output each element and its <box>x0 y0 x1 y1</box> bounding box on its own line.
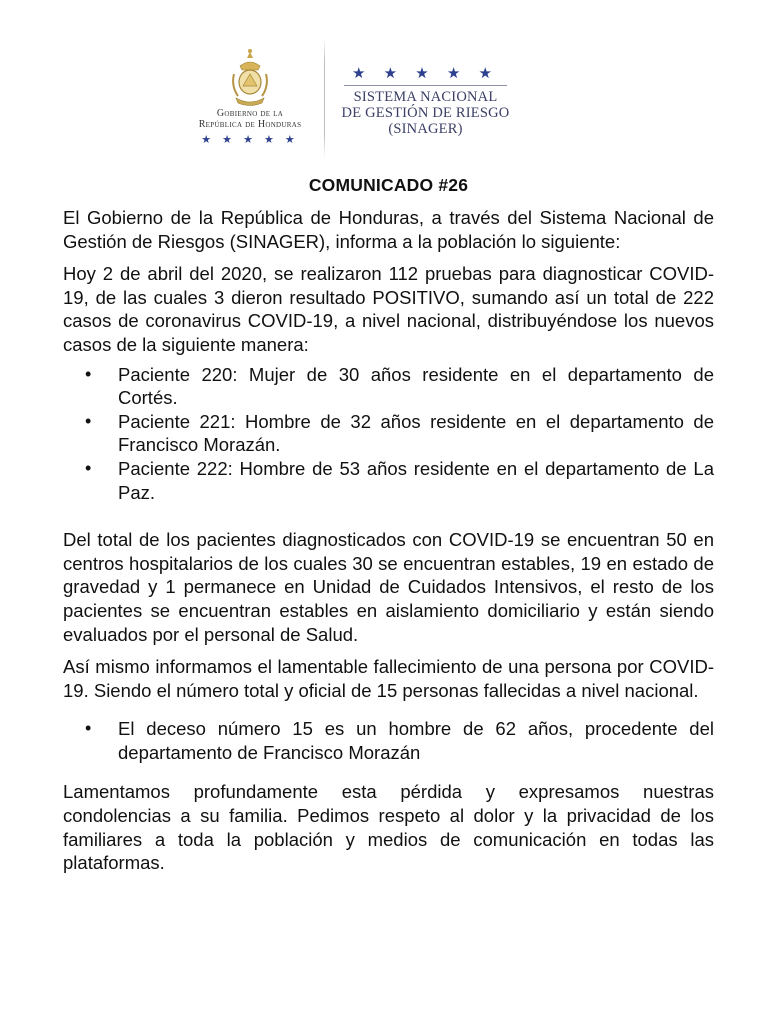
logo-divider <box>324 38 325 158</box>
case-text: Paciente 220: Mujer de 30 años residente en el departamento de Cortés. <box>118 363 714 409</box>
death-text: El deceso número 15 es un hombre de 62 años, procedente del departamento de Francisco Morazán <box>118 718 714 763</box>
death-paragraph: Así mismo informamos el lamentable fallecimiento de una persona por COVID-19. Siendo el número total y oficial de 15 personas fallecidas a nivel nacional. <box>63 656 714 701</box>
sinager-rule <box>344 85 507 86</box>
case-text: Paciente 222: Hombre de 53 años residente en el departamento de La Paz. <box>118 457 714 503</box>
intro-paragraph: El Gobierno de la República de Honduras, a través del Sistema Nacional de Gestión de Riesgos (SINAGER), informa a la población lo siguiente: <box>63 207 714 252</box>
document-title: COMUNICADO #26 <box>308 175 469 195</box>
case-text: Paciente 221: Hombre de 32 años residente en el departamento de Francisco Morazán. <box>118 410 714 456</box>
coat-of-arms-icon <box>228 48 272 108</box>
bullet-icon: • <box>85 718 92 739</box>
hospital-paragraph: Del total de los pacientes diagnosticados con COVID-19 se encuentran 50 en centros hospitalarios de los cuales 30 se encuentran estables, 19 en estado de gravedad y 1 permanece en Unidad de Cuidados Intensivos, el resto de los pacientes se encuentran estables en aislamiento domiciliario y están siendo evaluados por el personal de Salud. <box>63 529 714 645</box>
sinager-stars: ★ ★ ★ ★ ★ <box>352 65 499 82</box>
government-name-line2: República de Honduras <box>198 119 302 130</box>
tests-paragraph: Hoy 2 de abril del 2020, se realizaron 112 pruebas para diagnosticar COVID-19, de las cuales 3 dieron resultado POSITIVO, sumando así un total de 222 casos de coronavirus COVID-19, a nivel nacional, distribuyéndose los nuevos casos de la siguiente manera: <box>63 263 714 355</box>
list-item <box>63 410 714 457</box>
government-name-line1: Gobierno de la <box>216 108 284 119</box>
new-cases-list <box>63 363 714 505</box>
list-item <box>63 717 714 764</box>
bullet-icon: • <box>85 410 92 431</box>
sinager-logo <box>338 66 513 137</box>
death-list <box>63 717 714 764</box>
sinager-name-line3: (SINAGER) <box>388 121 463 137</box>
government-logo <box>190 48 310 146</box>
bullet-icon: • <box>85 363 92 384</box>
sinager-name-line1: SISTEMA NACIONAL <box>353 89 498 105</box>
closing-paragraph: Lamentamos profundamente esta pérdida y expresamos nuestras condolencias a su familia. Pedimos respeto al dolor y la privacidad de los familiares a toda la población y medios de comunicación en todas las plataformas. <box>63 781 714 874</box>
government-stars: ★ ★ ★ ★ ★ <box>201 134 299 146</box>
bullet-icon: • <box>85 457 92 478</box>
letterhead <box>0 38 777 158</box>
sinager-name-line2: DE GESTIÓN DE RIESGO <box>341 105 510 121</box>
list-item <box>63 457 714 504</box>
document-body <box>63 206 714 875</box>
list-item <box>63 363 714 410</box>
